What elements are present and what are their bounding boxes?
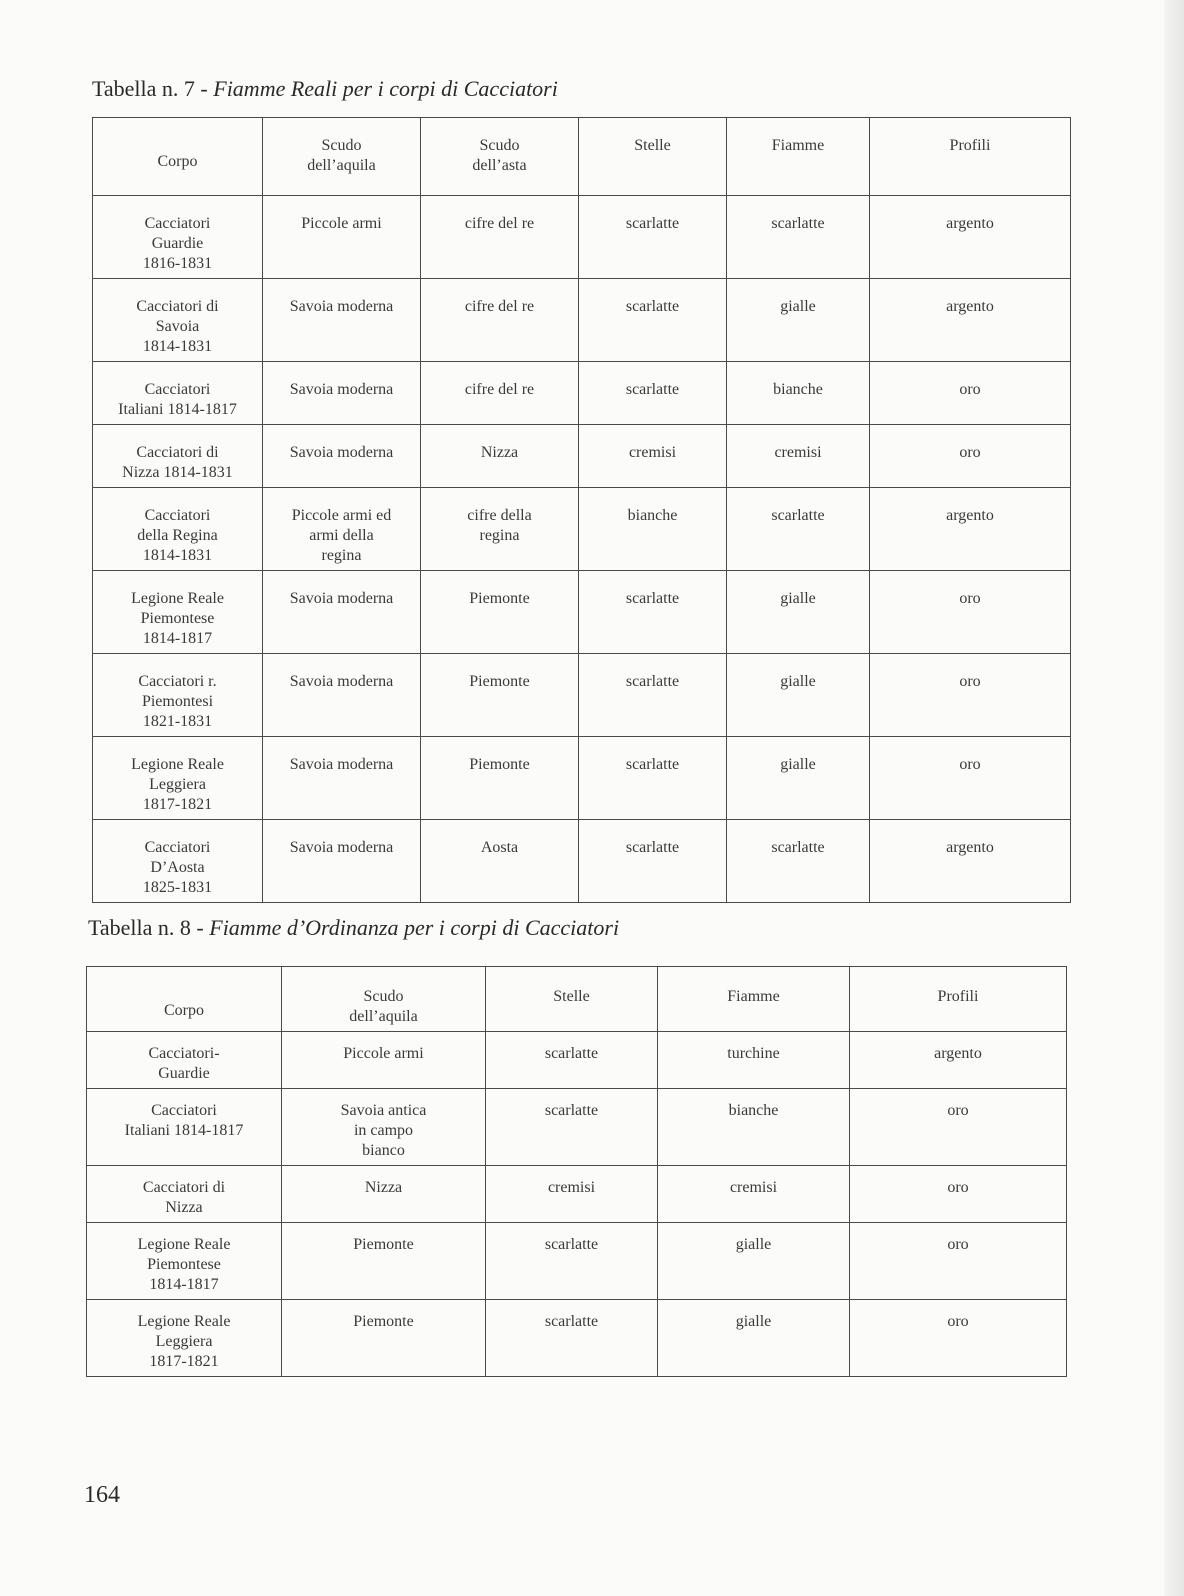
table8-cell-line: oro (947, 1102, 969, 1119)
table7-cell-line: Piemonte (469, 756, 530, 773)
table7-cell-6-3 (579, 654, 727, 737)
table7-header-1 (263, 118, 421, 196)
table-row (93, 425, 1071, 488)
table8-cell-line: Italiani 1814-1817 (124, 1122, 244, 1139)
table7-cell-6-0 (93, 654, 263, 737)
table8-cell-line: bianche (728, 1102, 779, 1119)
table7-cell-line: cremisi (628, 444, 677, 461)
table7-cell-0-0 (93, 196, 263, 279)
table-8-caption-title: Fiamme d’Ordinanza per i corpi di Cacciatori (209, 915, 620, 940)
table7-cell-line: 1814-1831 (142, 547, 213, 564)
table7-cell-line: Savoia moderna (289, 590, 394, 607)
table7-cell-line: Italiani 1814-1817 (118, 401, 237, 418)
table7-cell-line: scarlatte (625, 298, 680, 315)
table-row (93, 737, 1071, 820)
table7-cell-3-5 (870, 425, 1071, 488)
table8-cell-0-4 (850, 1032, 1067, 1089)
table8-cell-line: Cacciatori (151, 1102, 217, 1119)
table7-cell-0-4 (727, 196, 870, 279)
table7-cell-0-2 (421, 196, 579, 279)
table7-cell-line: Savoia moderna (289, 673, 394, 690)
table8-cell-3-1 (282, 1223, 486, 1300)
table7-cell-5-0 (93, 571, 263, 654)
table7-header-line: Corpo (157, 153, 198, 170)
table-row (93, 820, 1071, 903)
table7-cell-3-4 (727, 425, 870, 488)
table7-cell-line: argento (946, 298, 994, 315)
table8-header-line: Stelle (553, 988, 590, 1005)
table-8-caption-prefix: Tabella n. 8 - (88, 915, 210, 940)
table7-cell-3-3 (579, 425, 727, 488)
table7-cell-1-4 (727, 279, 870, 362)
table8-cell-line: Cacciatori- (148, 1045, 220, 1062)
table8-cell-0-3 (658, 1032, 850, 1089)
table7-cell-line: Cacciatori di (136, 298, 219, 315)
table7-header-2 (421, 118, 579, 196)
table7-cell-line: Aosta (480, 839, 519, 856)
table7-cell-line: Legione Reale (131, 756, 224, 773)
table8-cell-line: gialle (735, 1236, 772, 1253)
table8-cell-line: scarlatte (544, 1045, 599, 1062)
table8-header-2 (486, 967, 658, 1032)
table7-cell-4-5 (870, 488, 1071, 571)
table8-cell-line: Cacciatori di (142, 1179, 226, 1196)
table-8 (86, 966, 1067, 1377)
table7-cell-1-0 (93, 279, 263, 362)
table7-cell-line: scarlatte (625, 381, 680, 398)
table7-header-0 (93, 118, 263, 196)
table8-cell-line: oro (947, 1236, 969, 1253)
table7-cell-2-0 (93, 362, 263, 425)
table7-cell-line: gialle (780, 673, 816, 690)
table7-cell-line: Cacciatori (144, 215, 211, 232)
table7-cell-line: scarlatte (625, 590, 680, 607)
table7-cell-line: Savoia moderna (289, 444, 394, 461)
table7-cell-line: Leggiera (149, 776, 206, 793)
table7-cell-5-2 (421, 571, 579, 654)
table7-cell-line: scarlatte (771, 215, 825, 232)
table7-cell-line: argento (946, 507, 994, 524)
table7-cell-8-4 (727, 820, 870, 903)
table7-header-line: dell’aquila (307, 157, 376, 174)
table8-cell-4-4 (850, 1300, 1067, 1377)
table8-cell-1-1 (282, 1089, 486, 1166)
table7-cell-3-2 (421, 425, 579, 488)
table7-header-4 (727, 118, 870, 196)
table8-cell-line: oro (947, 1313, 969, 1330)
table8-cell-line: Piemonte (353, 1236, 414, 1253)
table-7-header-row (93, 118, 1071, 196)
table7-cell-line: Savoia moderna (289, 298, 394, 315)
table8-cell-line: Piccole armi (343, 1045, 424, 1062)
table7-header-line: Profili (949, 137, 991, 154)
table7-cell-line: Cacciatori (144, 839, 211, 856)
table7-cell-line: gialle (780, 298, 816, 315)
table7-cell-7-4 (727, 737, 870, 820)
table7-cell-line: oro (959, 756, 981, 773)
table8-cell-2-2 (486, 1166, 658, 1223)
table-row (87, 1089, 1067, 1166)
table7-cell-0-3 (579, 196, 727, 279)
table7-cell-6-4 (727, 654, 870, 737)
table7-cell-line: bianche (773, 381, 823, 398)
table7-cell-5-4 (727, 571, 870, 654)
table7-cell-line: cifre del re (464, 298, 535, 315)
table-row (87, 1223, 1067, 1300)
table8-cell-line: oro (947, 1179, 969, 1196)
table7-cell-line: Piemonte (469, 590, 530, 607)
page-number: 164 (84, 1482, 120, 1508)
table7-cell-line: armi della (309, 527, 374, 544)
table8-cell-0-1 (282, 1032, 486, 1089)
table8-cell-line: Nizza (364, 1179, 403, 1196)
table8-header-line: Profili (937, 988, 979, 1005)
table7-cell-line: oro (959, 381, 981, 398)
table7-cell-line: Piemonte (469, 673, 530, 690)
table8-cell-0-2 (486, 1032, 658, 1089)
table7-cell-line: Cacciatori di (136, 444, 219, 461)
table8-cell-line: scarlatte (544, 1102, 599, 1119)
table7-cell-line: cifre del re (464, 215, 535, 232)
table8-cell-line: turchine (727, 1045, 780, 1062)
table7-cell-line: gialle (780, 756, 816, 773)
table8-cell-1-3 (658, 1089, 850, 1166)
table8-cell-4-3 (658, 1300, 850, 1377)
table7-cell-line: scarlatte (625, 673, 680, 690)
table7-cell-4-4 (727, 488, 870, 571)
table7-cell-5-5 (870, 571, 1071, 654)
table7-cell-line: argento (946, 839, 994, 856)
table-8-body (87, 1032, 1067, 1377)
table7-cell-2-2 (421, 362, 579, 425)
table7-cell-line: scarlatte (625, 756, 680, 773)
table8-header-4 (850, 967, 1067, 1032)
table8-cell-2-1 (282, 1166, 486, 1223)
table-7-body (93, 196, 1071, 903)
table7-cell-4-0 (93, 488, 263, 571)
table-7-caption (92, 76, 558, 102)
table-row (93, 654, 1071, 737)
table8-cell-line: Leggiera (155, 1333, 213, 1350)
table7-cell-4-1 (263, 488, 421, 571)
table8-header-0 (87, 967, 282, 1032)
table7-cell-0-5 (870, 196, 1071, 279)
table8-cell-line: scarlatte (544, 1236, 599, 1253)
table7-cell-5-1 (263, 571, 421, 654)
table7-cell-3-1 (263, 425, 421, 488)
table7-cell-2-4 (727, 362, 870, 425)
table7-cell-7-3 (579, 737, 727, 820)
table7-cell-line: Cacciatori r. (138, 673, 217, 690)
table7-header-line: Stelle (634, 137, 671, 154)
table7-cell-6-2 (421, 654, 579, 737)
table-row (93, 571, 1071, 654)
table8-cell-line: cremisi (547, 1179, 596, 1196)
table-row (87, 1032, 1067, 1089)
table7-cell-1-1 (263, 279, 421, 362)
table8-cell-4-1 (282, 1300, 486, 1377)
table8-cell-1-4 (850, 1089, 1067, 1166)
table7-cell-8-0 (93, 820, 263, 903)
table7-cell-line: Guardie (151, 235, 204, 252)
table7-cell-2-5 (870, 362, 1071, 425)
table7-cell-6-1 (263, 654, 421, 737)
table-row (87, 1166, 1067, 1223)
table7-cell-line: Piemontese (140, 610, 215, 627)
table7-cell-line: 1817-1821 (142, 796, 213, 813)
table7-cell-line: Savoia (155, 318, 200, 335)
table8-cell-line: in campo (353, 1122, 414, 1139)
table7-cell-line: scarlatte (771, 507, 825, 524)
table7-header-5 (870, 118, 1071, 196)
table8-cell-1-2 (486, 1089, 658, 1166)
table-row (93, 488, 1071, 571)
table7-cell-7-2 (421, 737, 579, 820)
table7-cell-line: oro (959, 444, 981, 461)
table7-cell-line: scarlatte (625, 215, 680, 232)
table7-cell-1-5 (870, 279, 1071, 362)
table8-cell-0-0 (87, 1032, 282, 1089)
table8-cell-line: Piemontese (147, 1256, 221, 1273)
table8-cell-line: Nizza (165, 1199, 203, 1216)
table8-header-1 (282, 967, 486, 1032)
table7-cell-7-1 (263, 737, 421, 820)
table8-cell-2-4 (850, 1166, 1067, 1223)
table8-header-3 (658, 967, 850, 1032)
table7-cell-8-5 (870, 820, 1071, 903)
table-row (93, 279, 1071, 362)
table7-cell-line: cremisi (774, 444, 822, 461)
table7-cell-line: scarlatte (625, 839, 680, 856)
table7-cell-0-1 (263, 196, 421, 279)
table7-header-line: Scudo (479, 137, 520, 154)
table7-cell-line: Nizza 1814-1831 (122, 464, 233, 481)
table8-cell-3-0 (87, 1223, 282, 1300)
table8-cell-4-0 (87, 1300, 282, 1377)
table7-cell-line: Nizza (480, 444, 519, 461)
table7-header-3 (579, 118, 727, 196)
table-row (87, 1300, 1067, 1377)
table7-cell-8-1 (263, 820, 421, 903)
table7-cell-line: 1821-1831 (142, 713, 213, 730)
table7-cell-line: argento (946, 215, 994, 232)
table7-cell-4-2 (421, 488, 579, 571)
table7-cell-7-0 (93, 737, 263, 820)
table7-header-line: Scudo (321, 137, 362, 154)
table7-header-line: dell’asta (472, 157, 527, 174)
table8-cell-line: Legione Reale (137, 1313, 231, 1330)
table8-cell-line: bianco (362, 1142, 405, 1159)
table7-cell-line: 1825-1831 (142, 879, 213, 896)
table7-cell-line: regina (479, 527, 520, 544)
table7-cell-line: 1814-1831 (142, 338, 213, 355)
table8-cell-line: Legione Reale (137, 1236, 231, 1253)
table8-header-line: dell’aquila (349, 1008, 418, 1025)
table8-cell-line: cremisi (729, 1179, 778, 1196)
table7-cell-line: Savoia moderna (289, 756, 394, 773)
table7-cell-line: Legione Reale (131, 590, 224, 607)
table8-cell-4-2 (486, 1300, 658, 1377)
table8-cell-3-4 (850, 1223, 1067, 1300)
table7-cell-6-5 (870, 654, 1071, 737)
table8-cell-1-0 (87, 1089, 282, 1166)
table8-cell-line: argento (934, 1045, 982, 1062)
table7-cell-line: bianche (627, 507, 678, 524)
table7-cell-3-0 (93, 425, 263, 488)
table8-cell-3-3 (658, 1223, 850, 1300)
table7-cell-5-3 (579, 571, 727, 654)
table8-cell-line: Savoia antica (340, 1102, 427, 1119)
table8-cell-line: gialle (735, 1313, 772, 1330)
table7-cell-line: Piccole armi ed (291, 507, 392, 524)
table-row (93, 196, 1071, 279)
table8-cell-line: 1817-1821 (149, 1353, 219, 1370)
table7-cell-7-5 (870, 737, 1071, 820)
table8-cell-2-3 (658, 1166, 850, 1223)
table7-cell-line: gialle (780, 590, 816, 607)
table-7 (92, 117, 1071, 903)
table7-cell-8-3 (579, 820, 727, 903)
table7-cell-line: oro (959, 590, 981, 607)
table7-cell-1-3 (579, 279, 727, 362)
table-row (93, 362, 1071, 425)
table8-cell-line: Piemonte (353, 1313, 414, 1330)
table7-cell-line: Savoia moderna (289, 381, 394, 398)
table8-cell-line: 1814-1817 (149, 1276, 219, 1293)
table7-cell-line: della Regina (137, 527, 218, 544)
table7-cell-line: oro (959, 673, 981, 690)
table7-cell-line: D’Aosta (150, 859, 205, 876)
table-7-caption-title: Fiamme Reali per i corpi di Cacciatori (213, 76, 558, 101)
table7-cell-2-3 (579, 362, 727, 425)
table7-cell-line: cifre della (467, 507, 532, 524)
table7-cell-line: cifre del re (464, 381, 535, 398)
table-7-caption-prefix: Tabella n. 7 - (92, 76, 214, 101)
table7-cell-line: Savoia moderna (289, 839, 394, 856)
table7-header-line: Fiamme (771, 137, 825, 154)
table7-cell-line: Piemontesi (141, 693, 214, 710)
table7-cell-line: Piccole armi (301, 215, 382, 232)
table7-cell-line: scarlatte (771, 839, 825, 856)
table7-cell-1-2 (421, 279, 579, 362)
table7-cell-line: 1816-1831 (142, 255, 213, 272)
table7-cell-line: regina (321, 547, 362, 564)
table8-cell-line: Guardie (158, 1065, 210, 1082)
table8-header-line: Scudo (363, 988, 404, 1005)
table8-header-line: Corpo (164, 1002, 204, 1019)
table7-cell-8-2 (421, 820, 579, 903)
table7-cell-4-3 (579, 488, 727, 571)
table-8-caption (88, 915, 619, 941)
table7-cell-line: 1814-1817 (142, 630, 213, 647)
table8-header-line: Fiamme (727, 988, 780, 1005)
table8-cell-2-0 (87, 1166, 282, 1223)
table7-cell-line: Cacciatori (144, 381, 211, 398)
page-edge-shadow (1164, 0, 1184, 1596)
table8-cell-3-2 (486, 1223, 658, 1300)
table-8-header-row (87, 967, 1067, 1032)
table8-cell-line: scarlatte (544, 1313, 599, 1330)
table7-cell-2-1 (263, 362, 421, 425)
table7-cell-line: Cacciatori (144, 507, 211, 524)
